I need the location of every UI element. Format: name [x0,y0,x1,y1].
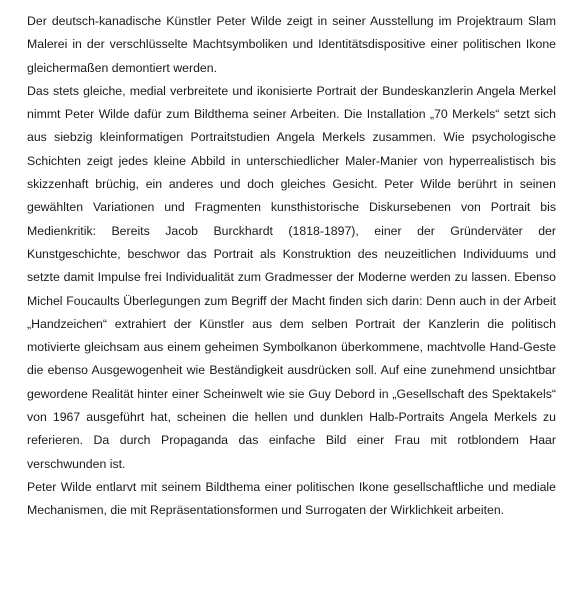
paragraph-main: Das stets gleiche, medial verbreitete und ikonisierte Portrait der Bundeskanzlerin Angela Merkel nimmt Peter Wilde dafür zum Bildthema seiner Arbeiten. Die Installation „70 Merkels“ setzt sich aus siebzig kleinformatigen Portraitstudien Angela Merkels zusammen. Wie psychologische Schichten zeigt jedes kleine Abbild in unterschiedlicher Maler-Manier von hyperrealistisch bis skizzenhaft brüchig, ein anderes und doch gleiches Gesicht. Peter Wilde berührt in seinen gewählten Variationen und Fragmenten kunsthistorische Diskursebenen von Portrait bis Medienkritik: Bereits Jacob Burckhardt (1818-1897), einer der Gründerväter der Kunstgeschichte, beschwor das Portrait als Konstruktion des neuzeitlichen Individuums und setzte damit Impulse frei Individualität zum Gradmesser der Moderne werden zu lassen. Ebenso Michel Foucaults Überlegungen zum Begriff der Macht finden sich darin: Denn auch in der Arbeit „Handzeichen“ extrahiert der Künstler aus dem selben Portrait der Kanzlerin die politisch motivierte gleichsam aus einem geheimen Symbolkanon überkommene, machtvolle Hand-Geste die ebenso Ausgewogenheit wie Beständigkeit ausdrücken soll. Auf eine zunehmend unsichtbar gewordene Realität hinter einer Scheinwelt wie sie Guy Debord in „Gesellschaft des Spektakels“ von 1967 ausgeführt hat, scheinen die hellen und dunklen Halb-Portraits Angela Merkels zu referieren. Da durch Propaganda das einfache Bild einer Frau mit rotblondem Haar verschwunden ist. [27,83,556,471]
paragraph-conclusion: Peter Wilde entlarvt mit seinem Bildthema einer politischen Ikone gesellschaftliche und mediale Mechanismen, die mit Repräsentationsformen und Surrogaten der Wirklichkeit arbeiten. [27,479,556,518]
paragraph-intro: Der deutsch-kanadische Künstler Peter Wilde zeigt in seiner Ausstellung im Projektraum Slam Malerei in der verschlüsselte Machtsymboliken und Identitätsdispositive einer politischen Ikone gleichermaßen demontiert werden. [27,14,556,75]
